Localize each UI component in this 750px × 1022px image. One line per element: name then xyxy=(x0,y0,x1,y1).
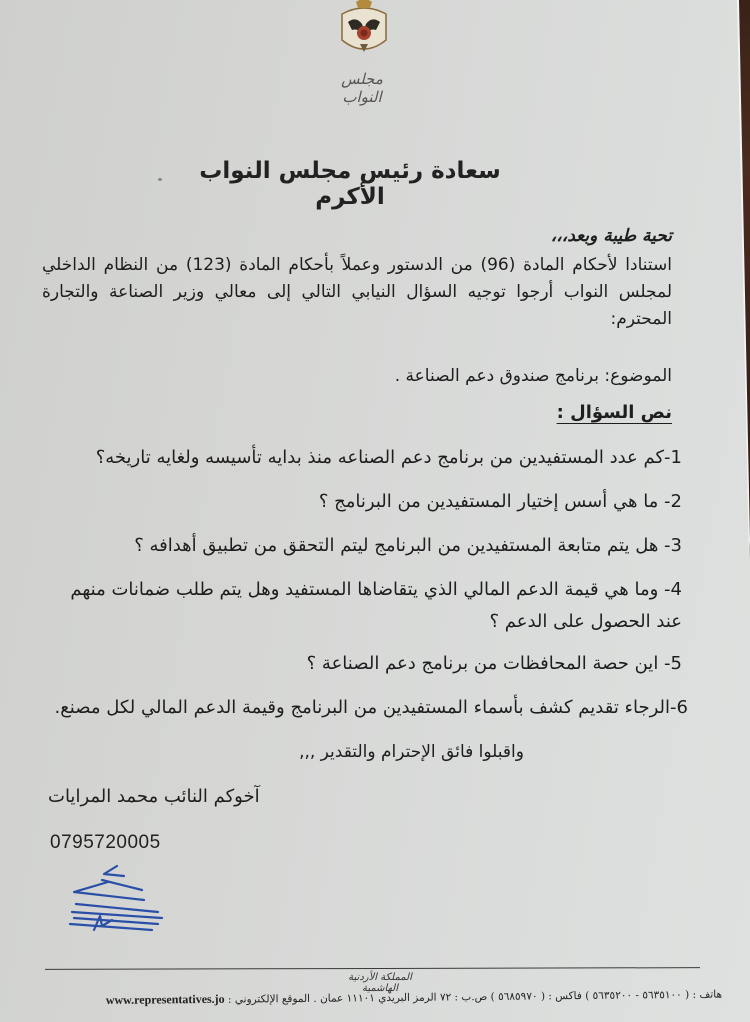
questions-title: نص السؤال : xyxy=(556,402,672,423)
question-item: 6-الرجاء تقديم كشف بأسماء المستفيدين من البرنامج وقيمة الدعم المالي لكل مصنع. xyxy=(54,697,688,718)
question-item: 3- هل يتم متابعة المستفيدين من البرنامج ليتم التحقق من تطبيق أهدافه ؟ xyxy=(134,535,682,556)
subject-line: الموضوع: برنامج صندوق دعم الصناعة . xyxy=(394,366,672,386)
question-item: 4- وما هي قيمة الدعم المالي الذي يتقاضاها المستفيد وهل يتم طلب ضمانات منهم عند الحصول على الدعم ؟ xyxy=(70,579,682,632)
ink-speck xyxy=(158,178,162,181)
signoff-line: آخوكم النائب محمد المرايات xyxy=(48,786,260,807)
question-item: 2- ما هي أسس إختيار المستفيدين من البرنامج ؟ xyxy=(318,491,682,512)
greeting: تحية طيبة وبعد،،، xyxy=(550,226,672,246)
question-item: 1-كم عدد المستفيدين من برنامج دعم الصناعه منذ بدايه تأسيسه ولغايه تاريخه؟ xyxy=(95,447,682,468)
footer-divider xyxy=(45,967,700,970)
closing-line: واقبلوا فائق الإحترام والتقدير ,,, xyxy=(299,742,524,762)
footer-kingdom-name: المملكة الأردنية الهاشمية xyxy=(348,972,412,994)
jordan-coat-of-arms-icon xyxy=(334,0,394,62)
phone-number: 0795720005 xyxy=(50,832,161,853)
institution-name: مجلس النواب xyxy=(341,70,383,106)
footer-contact-text: هاتف : ( ٥٦٣٥١٠٠ - ٥٦٣٥٢٠٠ ) فاكس : ( ٥٦٨٥٩٧٠ ) ص.ب : ٧٢ الرمز البريدي ١١١٠١ عمان . الموقع الإلكتروني : xyxy=(224,988,723,1006)
footer-contact-info xyxy=(62,987,722,1009)
question-item: 5- اين حصة المحافظات من برنامج دعم الصناعة ؟ xyxy=(306,653,682,674)
addressee-heading: سعادة رئيس مجلس النواب الأكرم xyxy=(199,158,501,210)
handwritten-signature-icon xyxy=(62,860,172,935)
intro-paragraph: استنادا لأحكام المادة (96) من الدستور وعملاً بأحكام المادة (123) من النظام الداخلي لمجلس النواب أرجوا توجيه السؤال النيابي التالي إلى معالي وزير الصناعة والتجارة المحترم: xyxy=(42,255,672,329)
footer-website-link[interactable]: www.representatives.jo xyxy=(105,991,225,1007)
